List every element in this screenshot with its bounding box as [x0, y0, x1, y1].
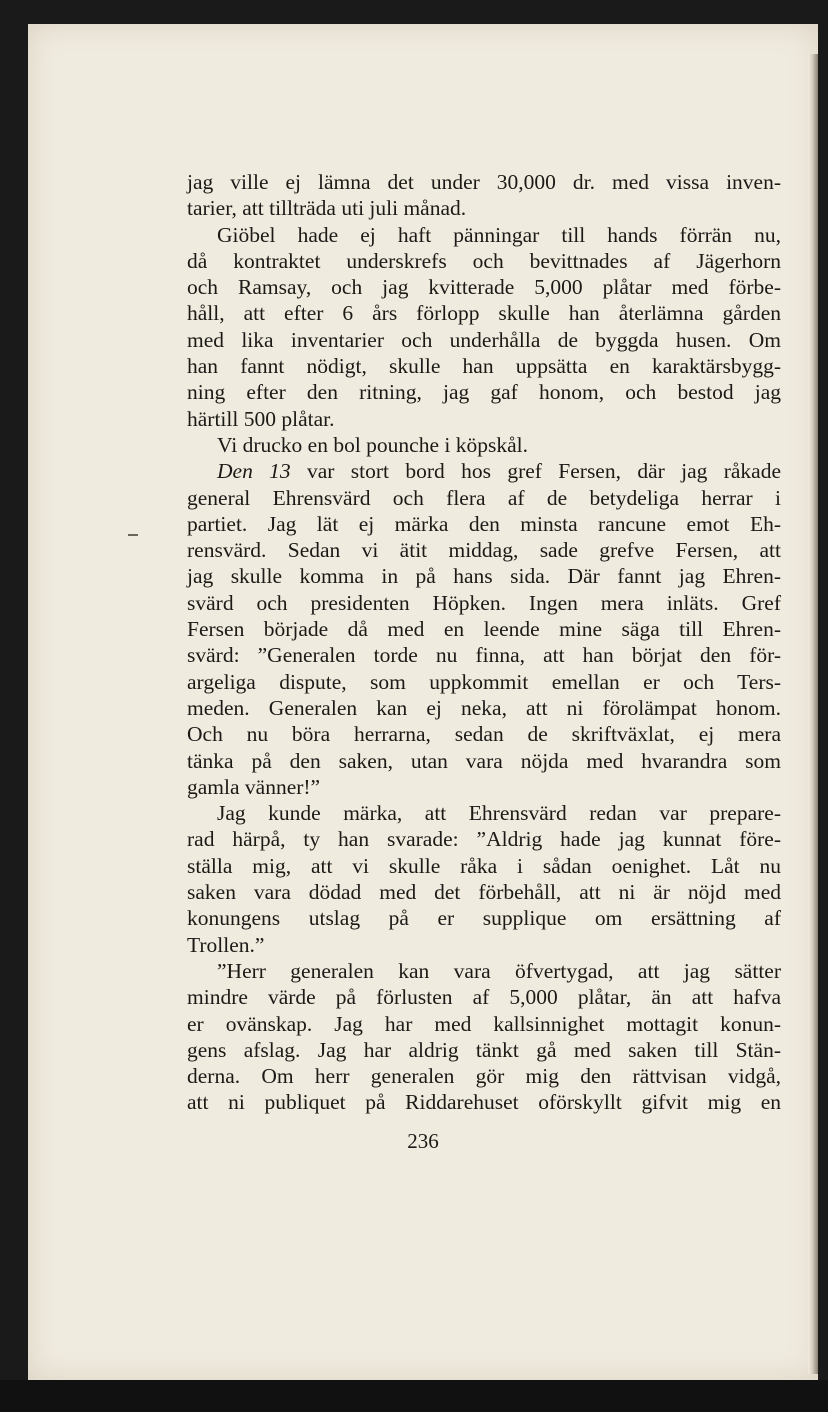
text-line: då kontraktet underskrefs och bevittnades af Jägerhorn — [187, 248, 781, 273]
text-line: general Ehrensvärd och flera af de betydeliga herrar i — [187, 485, 781, 510]
text-line: partiet. Jag lät ej märka den minsta rancune emot Eh- — [187, 511, 781, 536]
text-line: härtill 500 plåtar. — [187, 406, 335, 431]
text-line: mindre värde på förlusten af 5,000 plåtar, än att hafva — [187, 985, 781, 1010]
text-line: ställa mig, att vi skulle råka i sådan oenighet. Låt nu — [187, 853, 781, 878]
text-line: jag ville ej lämna det under 30,000 dr. med vissa inven- — [187, 170, 781, 194]
page-edge — [808, 54, 818, 1374]
italic-date: Den 13 — [217, 459, 291, 484]
text-line-rest: var stort bord hos gref Fersen, där jag råkade — [290, 459, 782, 484]
margin-mark — [128, 534, 138, 536]
text-line: med lika inventarier och underhålla de byggda husen. Om — [187, 327, 781, 352]
body-text — [187, 169, 781, 1116]
text-line: jag skulle komma in på hans sida. Där fannt jag Ehren- — [187, 564, 781, 589]
text-line: Vi drucko en bol pounche i köpskål. — [217, 432, 528, 457]
scan-bottom-band — [0, 1380, 828, 1412]
text-line: ”Herr generalen kan vara öfvertygad, att jag sätter — [217, 958, 781, 983]
book-page — [28, 24, 818, 1380]
text-line: derna. Om herr generalen gör mig den rättvisan vidgå, — [187, 1064, 781, 1089]
text-line: saken vara dödad med det förbehåll, att ni är nöjd med — [187, 880, 781, 905]
text-line: argeliga dispute, som uppkommit emellan er och Ters- — [187, 669, 781, 694]
text-line: Trollen.” — [187, 932, 265, 957]
text-line: tänka på den saken, utan vara nöjda med hvarandra som — [187, 748, 781, 773]
text-line: Och nu böra herrarna, sedan de skriftväxlat, ej mera — [187, 722, 781, 747]
text-line — [187, 458, 781, 484]
text-line: rensvärd. Sedan vi ätit middag, sade grefve Fersen, att — [187, 538, 781, 563]
text-line: att ni publiquet på Riddarehuset oförskyllt gifvit mig en — [187, 1090, 781, 1115]
text-line: svärd och presidenten Höpken. Ingen mera inläts. Gref — [187, 590, 781, 615]
text-line: han fannt nödigt, skulle han uppsätta en karaktärsbygg- — [187, 354, 781, 379]
page-number: 236 — [407, 1129, 439, 1153]
text-line: och Ramsay, och jag kvitterade 5,000 plåtar med förbe- — [187, 275, 781, 300]
text-line: er ovänskap. Jag har med kallsinnighet mottagit konun- — [187, 1011, 781, 1036]
text-line: Fersen började då med en leende mine säga till Ehren- — [187, 617, 781, 642]
text-line: ning efter den ritning, jag gaf honom, och bestod jag — [187, 380, 781, 405]
text-line: Giöbel hade ej haft pänningar till hands förrän nu, — [217, 222, 781, 247]
text-line: meden. Generalen kan ej neka, att ni förolämpat honom. — [187, 695, 781, 720]
text-line: Jag kunde märka, att Ehrensvärd redan var prepare- — [217, 801, 781, 826]
text-line: rad härpå, ty han svarade: ”Aldrig hade jag kunnat före- — [187, 827, 781, 852]
text-line: konungens utslag på er supplique om ersättning af — [187, 906, 781, 931]
text-line: svärd: ”Generalen torde nu finna, att han börjat den för- — [187, 643, 781, 668]
text-line: håll, att efter 6 års förlopp skulle han återlämna gården — [187, 301, 781, 326]
text-line: tarier, att tillträda uti juli månad. — [187, 196, 467, 221]
text-line: gens afslag. Jag har aldrig tänkt gå med saken till Stän- — [187, 1037, 781, 1062]
text-line: gamla vänner!” — [187, 774, 321, 799]
